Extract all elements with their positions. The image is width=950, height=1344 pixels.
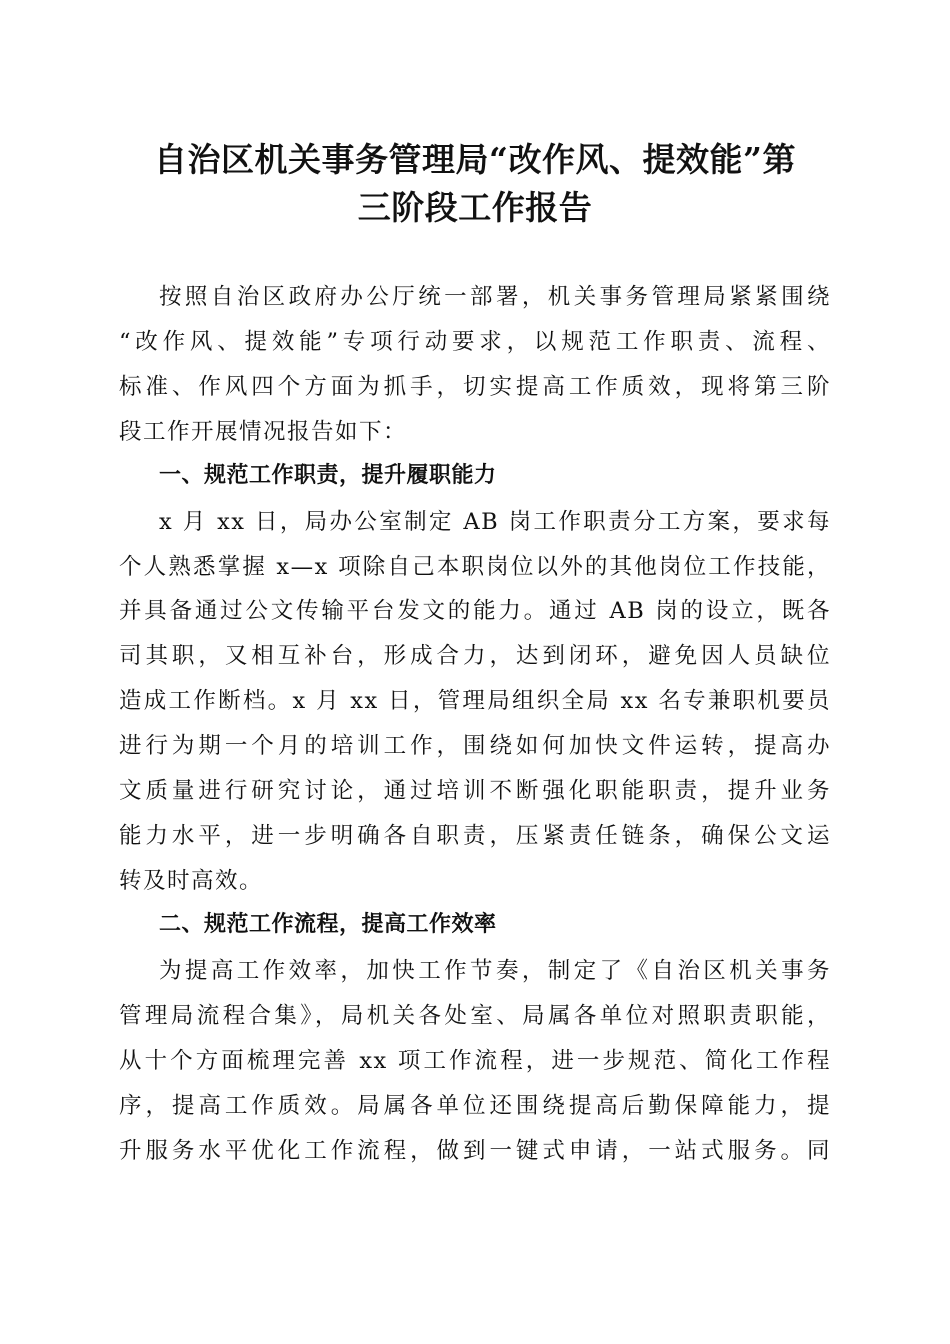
section-1-line: 个人熟悉掌握 x—x 项除自己本职岗位以外的其他岗位工作技能， <box>119 554 831 580</box>
section-1-line: 造成工作断档。x 月 xx 日，管理局组织全局 xx 名专兼职机要员 <box>119 688 831 714</box>
intro-line: 按照自治区政府办公厅统一部署，机关事务管理局紧紧围绕 <box>159 284 831 310</box>
intro-line: “改作风、提效能”专项行动要求，以规范工作职责、流程、 <box>119 329 831 355</box>
section-2-heading: 二、规范工作流程，提高工作效率 <box>159 912 497 937</box>
section-2-line: 升服务水平优化工作流程，做到一键式申请，一站式服务。同 <box>119 1138 831 1164</box>
document-title-line-2: 三阶段工作报告 <box>357 188 593 227</box>
document-title-line-1: 自治区机关事务管理局“改作风、提效能”第 <box>154 140 796 179</box>
section-2-line: 为提高工作效率，加快工作节奏，制定了《自治区机关事务 <box>159 958 831 984</box>
section-1-line: 司其职，又相互补台，形成合力，达到闭环，避免因人员缺位 <box>119 643 831 669</box>
intro-line: 段工作开展情况报告如下： <box>119 419 408 445</box>
section-1-line: 进行为期一个月的培训工作，围绕如何加快文件运转，提高办 <box>119 733 831 759</box>
section-1-heading: 一、规范工作职责，提升履职能力 <box>159 463 497 488</box>
section-1-line: 并具备通过公文传输平台发文的能力。通过 AB 岗的设立，既各 <box>119 598 831 624</box>
intro-line: 标准、作风四个方面为抓手，切实提高工作质效，现将第三阶 <box>119 374 831 400</box>
section-1-line: x 月 xx 日，局办公室制定 AB 岗工作职责分工方案，要求每 <box>159 509 831 535</box>
section-1-line: 文质量进行研究讨论，通过培训不断强化职能职责，提升业务 <box>119 778 831 804</box>
section-2-line: 从十个方面梳理完善 xx 项工作流程，进一步规范、简化工作程 <box>119 1048 831 1074</box>
section-2-line: 管理局流程合集》，局机关各处室、局属各单位对照职责职能， <box>119 1003 831 1029</box>
section-1-line: 转及时高效。 <box>119 868 264 894</box>
section-1-line: 能力水平，进一步明确各自职责，压紧责任链条，确保公文运 <box>119 823 831 849</box>
section-2-line: 序，提高工作质效。局属各单位还围绕提高后勤保障能力，提 <box>119 1093 831 1119</box>
